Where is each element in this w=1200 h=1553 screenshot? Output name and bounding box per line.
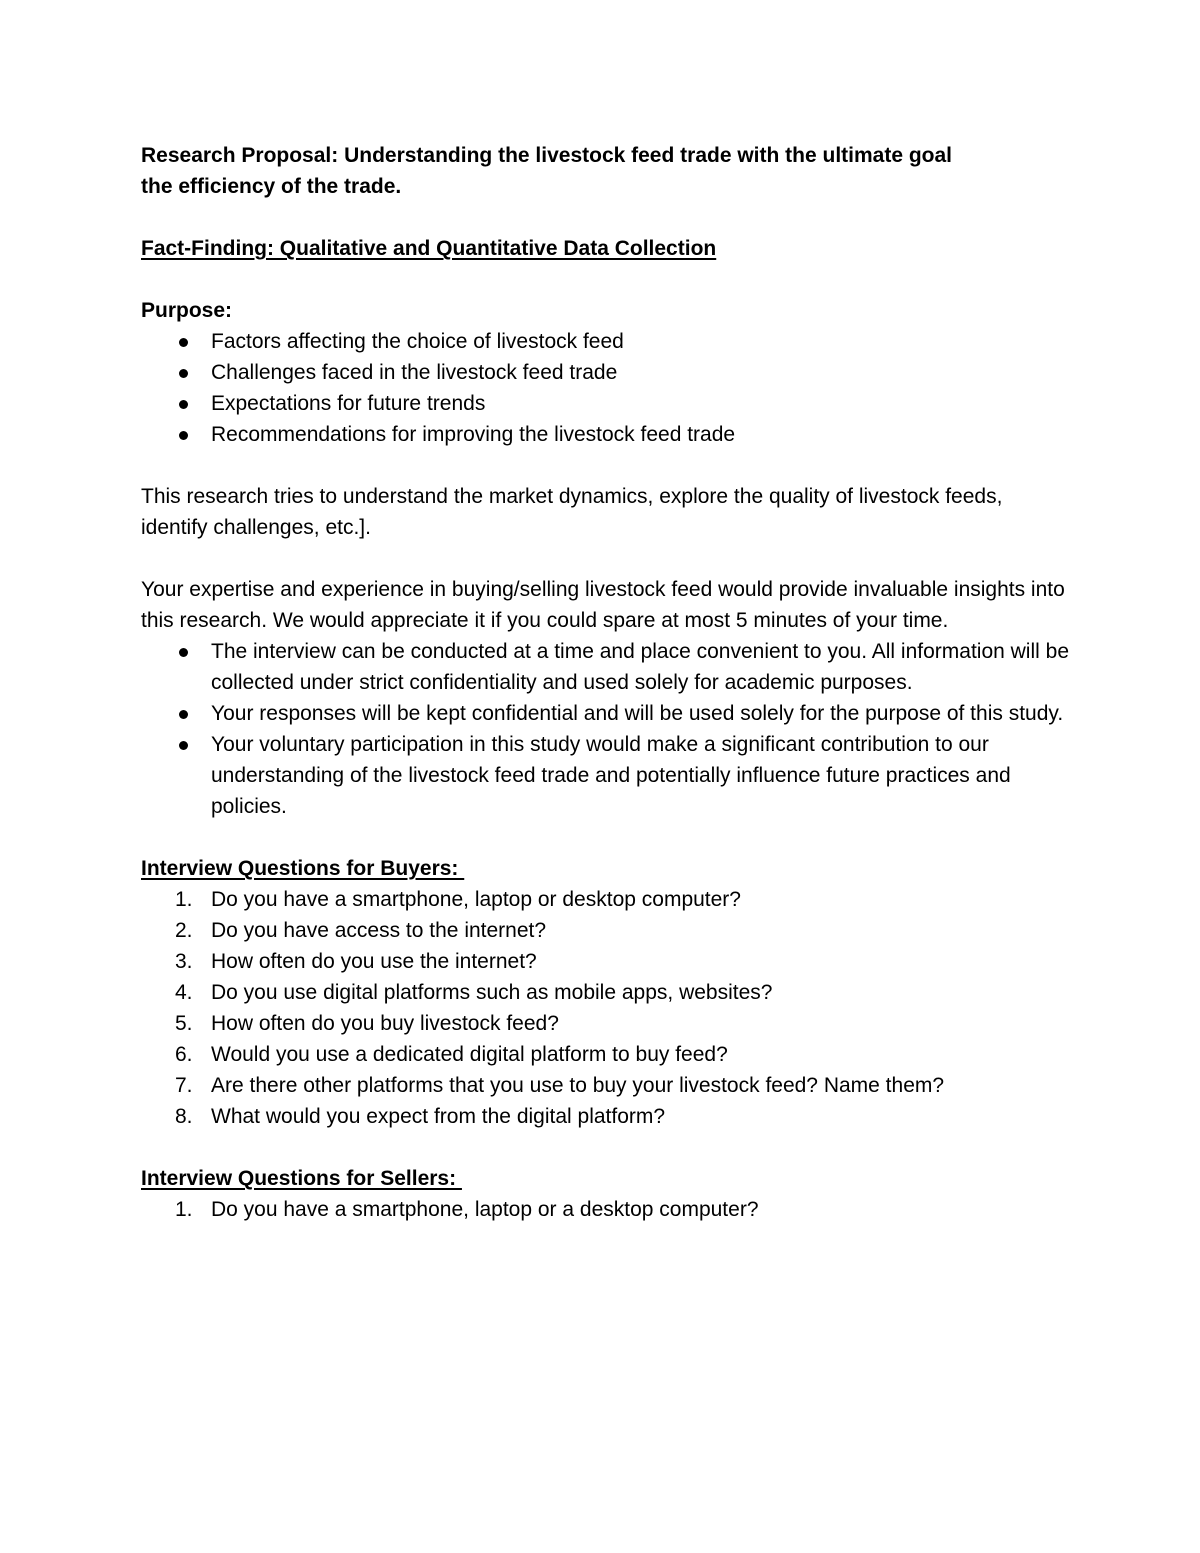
list-item: 2. Do you have access to the internet?: [141, 915, 1071, 946]
list-item: 1. Do you have a smartphone, laptop or desktop computer?: [141, 884, 1071, 915]
seller-questions-list: [141, 1194, 1071, 1225]
list-item: Factors affecting the choice of livestock feed: [141, 326, 1071, 357]
bullet-icon: [179, 400, 188, 409]
list-number: 6.: [175, 1043, 193, 1066]
buyers-heading: Interview Questions for Buyers:: [141, 857, 465, 880]
list-number: 5.: [175, 1012, 193, 1035]
expertise-paragraph: Your expertise and experience in buying/selling livestock feed would provide invaluable insights into this research. We would appreciate it if you could spare at most 5 minutes of your time.: [141, 578, 1065, 632]
list-item: The interview can be conducted at a time and place convenient to you. All information will be collected under strict confidentiality and used solely for academic purposes.: [141, 636, 1071, 698]
list-item: Expectations for future trends: [141, 388, 1071, 419]
list-item: 6. Would you use a dedicated digital platform to buy feed?: [141, 1039, 1071, 1070]
bullet-icon: [179, 710, 188, 719]
list-item: 7. Are there other platforms that you use to buy your livestock feed? Name them?: [141, 1070, 1071, 1101]
bullet-icon: [179, 741, 188, 750]
list-item: 5. How often do you buy livestock feed?: [141, 1008, 1071, 1039]
buyer-questions-list: [141, 884, 1071, 1132]
research-paragraph: This research tries to understand the market dynamics, explore the quality of livestock feeds, identify challenges, etc.].: [141, 485, 1003, 539]
bullet-icon: [179, 369, 188, 378]
list-number: 4.: [175, 981, 193, 1004]
list-number: 7.: [175, 1074, 193, 1097]
list-item: 4. Do you use digital platforms such as mobile apps, websites?: [141, 977, 1071, 1008]
list-number: 8.: [175, 1105, 193, 1128]
purpose-heading: Purpose:: [141, 299, 233, 322]
document-title: [141, 140, 1071, 202]
list-item: Your voluntary participation in this study would make a significant contribution to our understanding of the livestock feed trade and potentially influence future practices and policies.: [141, 729, 1071, 822]
bullet-icon: [179, 431, 188, 440]
list-item: 1. Do you have a smartphone, laptop or a desktop computer?: [141, 1194, 1071, 1225]
list-number: 1.: [175, 888, 193, 911]
list-item: Recommendations for improving the livestock feed trade: [141, 419, 1071, 450]
list-item: 3. How often do you use the internet?: [141, 946, 1071, 977]
list-number: 1.: [175, 1198, 193, 1221]
list-number: 3.: [175, 950, 193, 973]
list-item: Challenges faced in the livestock feed trade: [141, 357, 1071, 388]
fact-finding-heading: Fact-Finding: Qualitative and Quantitative Data Collection: [141, 237, 717, 260]
title-line-1: Research Proposal: Understanding the livestock feed trade with the ultimate goal: [141, 144, 953, 167]
title-line-2: the efficiency of the trade.: [141, 175, 402, 198]
list-item: 8. What would you expect from the digital platform?: [141, 1101, 1071, 1132]
sellers-heading: Interview Questions for Sellers:: [141, 1167, 462, 1190]
bullet-icon: [179, 648, 188, 657]
list-number: 2.: [175, 919, 193, 942]
purpose-list: [141, 326, 1071, 450]
list-item: Your responses will be kept confidential and will be used solely for the purpose of this study.: [141, 698, 1071, 729]
document-page: [141, 140, 1071, 1225]
bullet-icon: [179, 338, 188, 347]
assurance-list: [141, 636, 1071, 822]
